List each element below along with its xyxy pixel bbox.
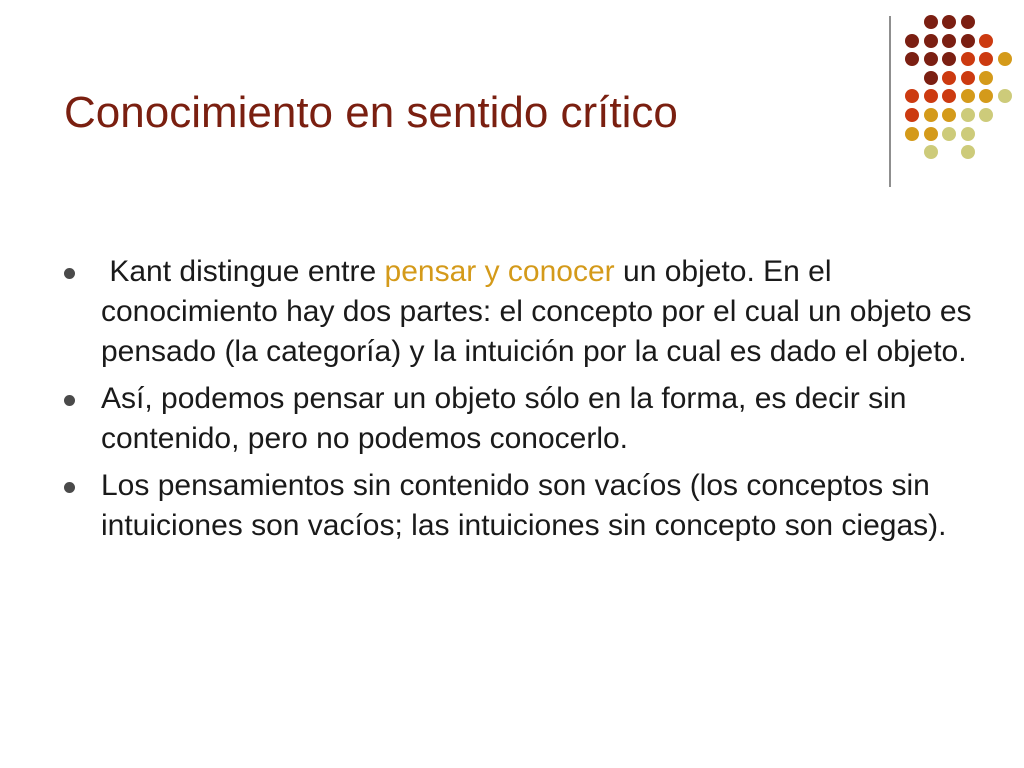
bullet-list [64, 252, 984, 553]
bullet-1-text-before: Kant distingue entre [101, 255, 385, 288]
bullet-item-3 [64, 466, 984, 546]
decorative-dot [979, 52, 993, 66]
decorative-dot [924, 15, 938, 29]
bullet-item-1 [64, 252, 984, 372]
bullet-2-text: Así, podemos pensar un objeto sólo en la forma, es decir sin contenido, pero no podemos conocerlo. [101, 382, 907, 455]
decorative-dot [942, 71, 956, 85]
decorative-dot [942, 52, 956, 66]
vertical-divider [889, 16, 891, 187]
bullet-1-highlight: pensar y conocer [384, 255, 615, 288]
decorative-dot [905, 127, 919, 141]
decorative-dot [924, 108, 938, 122]
decorative-dot [961, 127, 975, 141]
decorative-dot [961, 71, 975, 85]
bullet-icon [64, 395, 75, 406]
decorative-dot [924, 52, 938, 66]
decorative-dot [961, 108, 975, 122]
bullet-icon [64, 482, 75, 493]
slide-title: Conocimiento en sentido crítico [64, 88, 678, 137]
decorative-dot [905, 89, 919, 103]
bullet-1-text-after: un objeto. En el conocimiento hay dos partes: el concepto por el cual un objeto es pensado (la categoría) y la intuición por la cual es dado el objeto. [101, 255, 972, 368]
decorative-dot [905, 108, 919, 122]
decorative-dot [924, 145, 938, 159]
decorative-dot [979, 89, 993, 103]
decorative-dot [979, 108, 993, 122]
decorative-dot [924, 89, 938, 103]
decorative-dot [905, 34, 919, 48]
decorative-dot [942, 108, 956, 122]
decorative-dot [924, 34, 938, 48]
bullet-3-text: Los pensamientos sin contenido son vacíos (los conceptos sin intuiciones son vacíos; las intuiciones sin concepto son ciegas). [101, 469, 947, 542]
decorative-dot [961, 145, 975, 159]
decorative-dot [979, 71, 993, 85]
decorative-dot [942, 89, 956, 103]
decorative-dot [979, 34, 993, 48]
decorative-dot [961, 52, 975, 66]
decorative-dot [905, 52, 919, 66]
decorative-dot [961, 34, 975, 48]
decorative-dot [924, 71, 938, 85]
decorative-dot [998, 52, 1012, 66]
decorative-dot [924, 127, 938, 141]
decorative-dot [942, 15, 956, 29]
decorative-dot [942, 34, 956, 48]
bullet-item-2 [64, 379, 984, 459]
decorative-dot [961, 15, 975, 29]
decorative-dot [998, 89, 1012, 103]
decorative-dot [942, 127, 956, 141]
bullet-icon [64, 268, 75, 279]
decorative-dot [961, 89, 975, 103]
